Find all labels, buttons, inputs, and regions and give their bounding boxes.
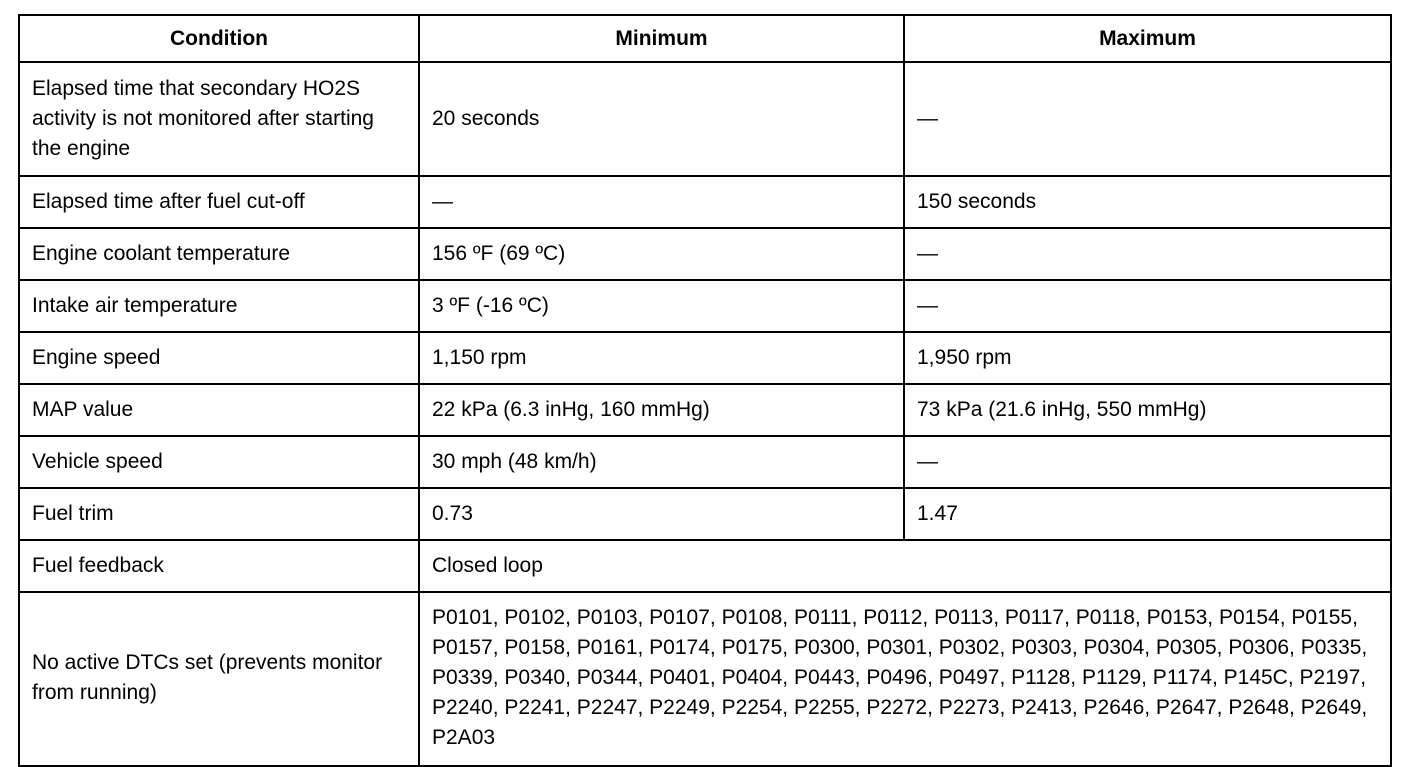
header-condition: Condition — [19, 15, 419, 62]
condition-cell: MAP value — [19, 384, 419, 436]
table-row — [19, 384, 1391, 436]
table-row — [19, 592, 1391, 766]
minimum-cell: 30 mph (48 km/h) — [419, 436, 904, 488]
table-row — [19, 62, 1391, 176]
minimum-cell: 0.73 — [419, 488, 904, 540]
maximum-cell: — — [904, 436, 1391, 488]
table-row — [19, 176, 1391, 228]
condition-cell: Elapsed time that secondary HO2S activity is not monitored after starting the engine — [19, 62, 419, 176]
condition-cell: Engine speed — [19, 332, 419, 384]
minimum-cell: 1,150 rpm — [419, 332, 904, 384]
minimum-cell: 20 seconds — [419, 62, 904, 176]
minimum-cell: — — [419, 176, 904, 228]
condition-cell: Fuel trim — [19, 488, 419, 540]
table-row — [19, 228, 1391, 280]
value-cell: Closed loop — [419, 540, 1391, 592]
condition-cell: Vehicle speed — [19, 436, 419, 488]
condition-cell: Fuel feedback — [19, 540, 419, 592]
maximum-cell: — — [904, 62, 1391, 176]
condition-cell: Intake air temperature — [19, 280, 419, 332]
table-row — [19, 488, 1391, 540]
maximum-cell: — — [904, 280, 1391, 332]
minimum-cell: 3 ºF (-16 ºC) — [419, 280, 904, 332]
table-row — [19, 436, 1391, 488]
condition-cell: No active DTCs set (prevents monitor from running) — [19, 592, 419, 766]
condition-cell: Elapsed time after fuel cut-off — [19, 176, 419, 228]
header-row — [19, 15, 1391, 62]
table-row — [19, 332, 1391, 384]
table-row — [19, 280, 1391, 332]
maximum-cell: 1,950 rpm — [904, 332, 1391, 384]
header-maximum: Maximum — [904, 15, 1391, 62]
minimum-cell: 22 kPa (6.3 inHg, 160 mmHg) — [419, 384, 904, 436]
dtc-list-cell: P0101, P0102, P0103, P0107, P0108, P0111, P0112, P0113, P0117, P0118, P0153, P0154, P0155, P0157, P0158, P0161, P0174, P0175, P0300, P0301, P0302, P0303, P0304, P0305, P0306, P0335, P0339, P0340, P0344, P0401, P0404, P0443, P0496, P0497, P1128, P1129, P1174, P145C, P2197, P2240, P2241, P2247, P2249, P2254, P2255, P2272, P2273, P2413, P2646, P2647, P2648, P2649, P2A03 — [419, 592, 1391, 766]
conditions-table — [18, 14, 1392, 767]
header-minimum: Minimum — [419, 15, 904, 62]
minimum-cell: 156 ºF (69 ºC) — [419, 228, 904, 280]
table-row — [19, 540, 1391, 592]
maximum-cell: 150 seconds — [904, 176, 1391, 228]
condition-cell: Engine coolant temperature — [19, 228, 419, 280]
maximum-cell: 1.47 — [904, 488, 1391, 540]
maximum-cell: — — [904, 228, 1391, 280]
maximum-cell: 73 kPa (21.6 inHg, 550 mmHg) — [904, 384, 1391, 436]
